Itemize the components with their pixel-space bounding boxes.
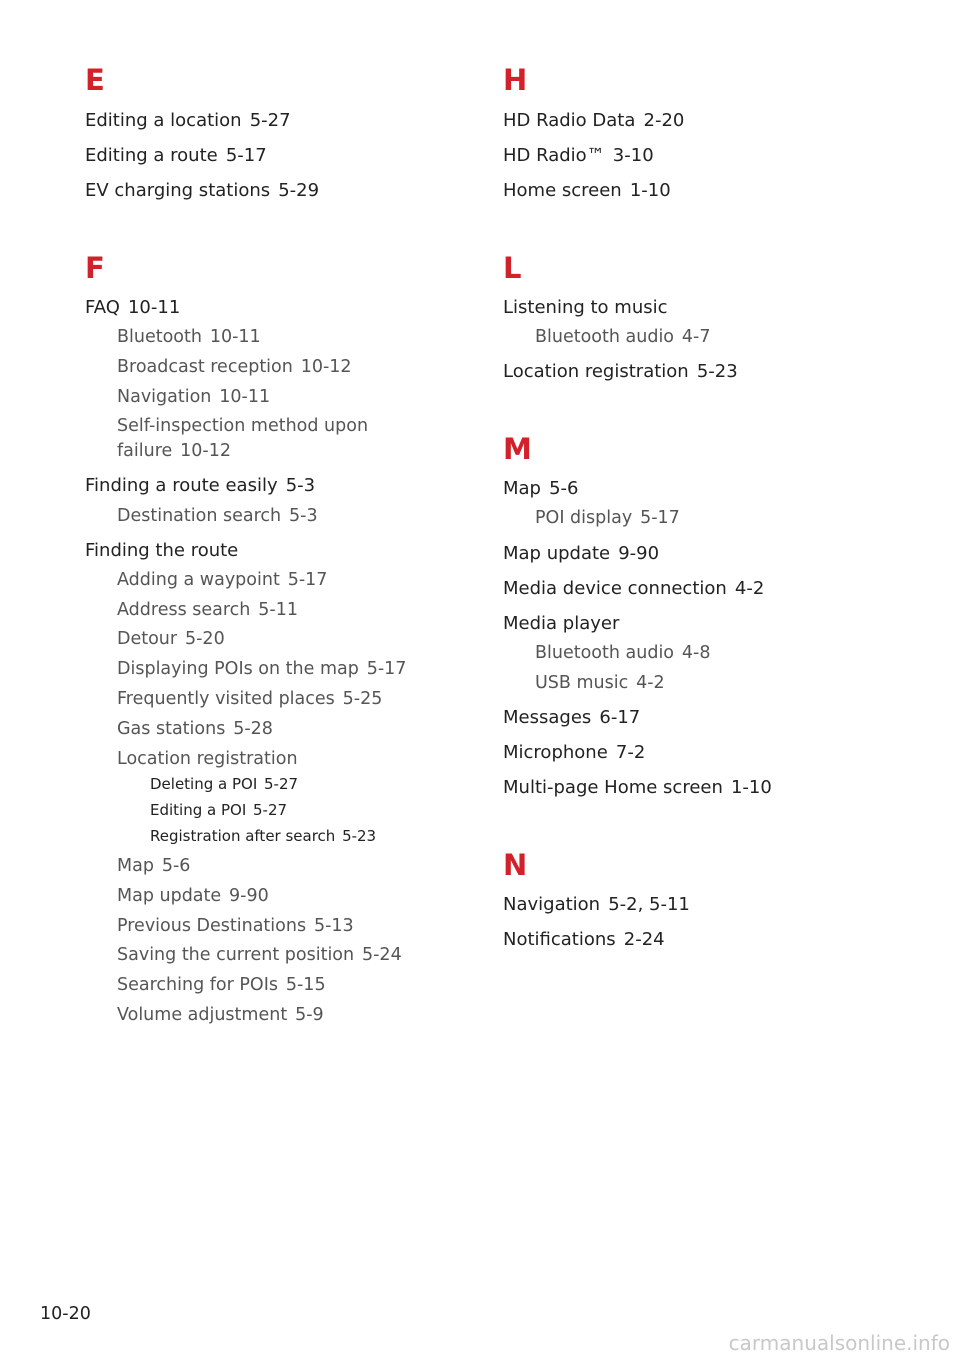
index-subentry: Destination search 5-3 <box>117 506 318 526</box>
section-heading-l: L <box>503 251 522 285</box>
index-entry: FAQ 10-11 <box>85 297 181 318</box>
index-subentry: Bluetooth audio 4-8 <box>535 643 711 663</box>
index-entry: Messages 6-17 <box>503 707 641 728</box>
index-entry: Finding a route easily 5-3 <box>85 475 316 496</box>
index-subentry: POI display 5-17 <box>535 508 680 528</box>
index-subentry: Saving the current position 5-24 <box>117 945 402 965</box>
index-subentry: Map update 9-90 <box>117 886 269 906</box>
index-subentry: Displaying POIs on the map 5-17 <box>117 659 407 679</box>
index-entry: Navigation 5-2, 5-11 <box>503 894 690 915</box>
index-entry: Media device connection 4-2 <box>503 578 765 599</box>
section-heading-f: F <box>85 251 105 285</box>
index-subentry: Gas stations 5-28 <box>117 719 273 739</box>
page-number: 10-20 <box>40 1304 91 1324</box>
index-subentry: Frequently visited places 5-25 <box>117 689 383 709</box>
index-entry: Map update 9-90 <box>503 543 660 564</box>
index-entry: HD Radio Data 2-20 <box>503 110 685 131</box>
index-subentry: Broadcast reception 10-12 <box>117 357 352 377</box>
index-subsubentry: Editing a POI 5-27 <box>150 801 288 819</box>
index-entry: Map 5-6 <box>503 478 579 499</box>
index-entry: Multi-page Home screen 1-10 <box>503 777 772 798</box>
index-subentry: Address search 5-11 <box>117 600 298 620</box>
section-heading-n: N <box>503 848 528 882</box>
index-subentry: Searching for POIs 5-15 <box>117 975 326 995</box>
index-entry: Media player <box>503 613 620 634</box>
index-subentry: Map 5-6 <box>117 856 191 876</box>
index-subentry: Bluetooth 10-11 <box>117 327 261 347</box>
section-heading-m: M <box>503 432 532 466</box>
section-heading-h: H <box>503 63 528 97</box>
index-subentry: USB music 4-2 <box>535 673 665 693</box>
index-entry: Editing a location 5-27 <box>85 110 291 131</box>
index-subentry: Previous Destinations 5-13 <box>117 916 354 936</box>
index-subentry: Detour 5-20 <box>117 629 225 649</box>
index-entry: Finding the route <box>85 540 239 561</box>
index-subsubentry: Deleting a POI 5-27 <box>150 775 299 793</box>
index-entry: HD Radio™ 3-10 <box>503 145 654 166</box>
index-entry: EV charging stations 5-29 <box>85 180 320 201</box>
index-subentry: Bluetooth audio 4-7 <box>535 327 711 347</box>
index-subentry: Volume adjustment 5-9 <box>117 1005 324 1025</box>
index-subentry: failure 10-12 <box>117 441 232 461</box>
index-entry: Editing a route 5-17 <box>85 145 267 166</box>
index-entry: Notifications 2-24 <box>503 929 665 950</box>
index-subentry: Adding a waypoint 5-17 <box>117 570 328 590</box>
index-subsubentry: Registration after search 5-23 <box>150 827 377 845</box>
index-entry: Location registration 5-23 <box>503 361 738 382</box>
section-heading-e: E <box>85 63 105 97</box>
index-entry: Listening to music <box>503 297 668 318</box>
index-entry: Home screen 1-10 <box>503 180 671 201</box>
index-entry: Microphone 7-2 <box>503 742 646 763</box>
index-subentry: Self-inspection method upon <box>117 416 369 436</box>
index-subentry: Location registration <box>117 749 298 769</box>
index-subentry: Navigation 10-11 <box>117 387 271 407</box>
watermark: carmanualsonline.info <box>728 1331 950 1355</box>
